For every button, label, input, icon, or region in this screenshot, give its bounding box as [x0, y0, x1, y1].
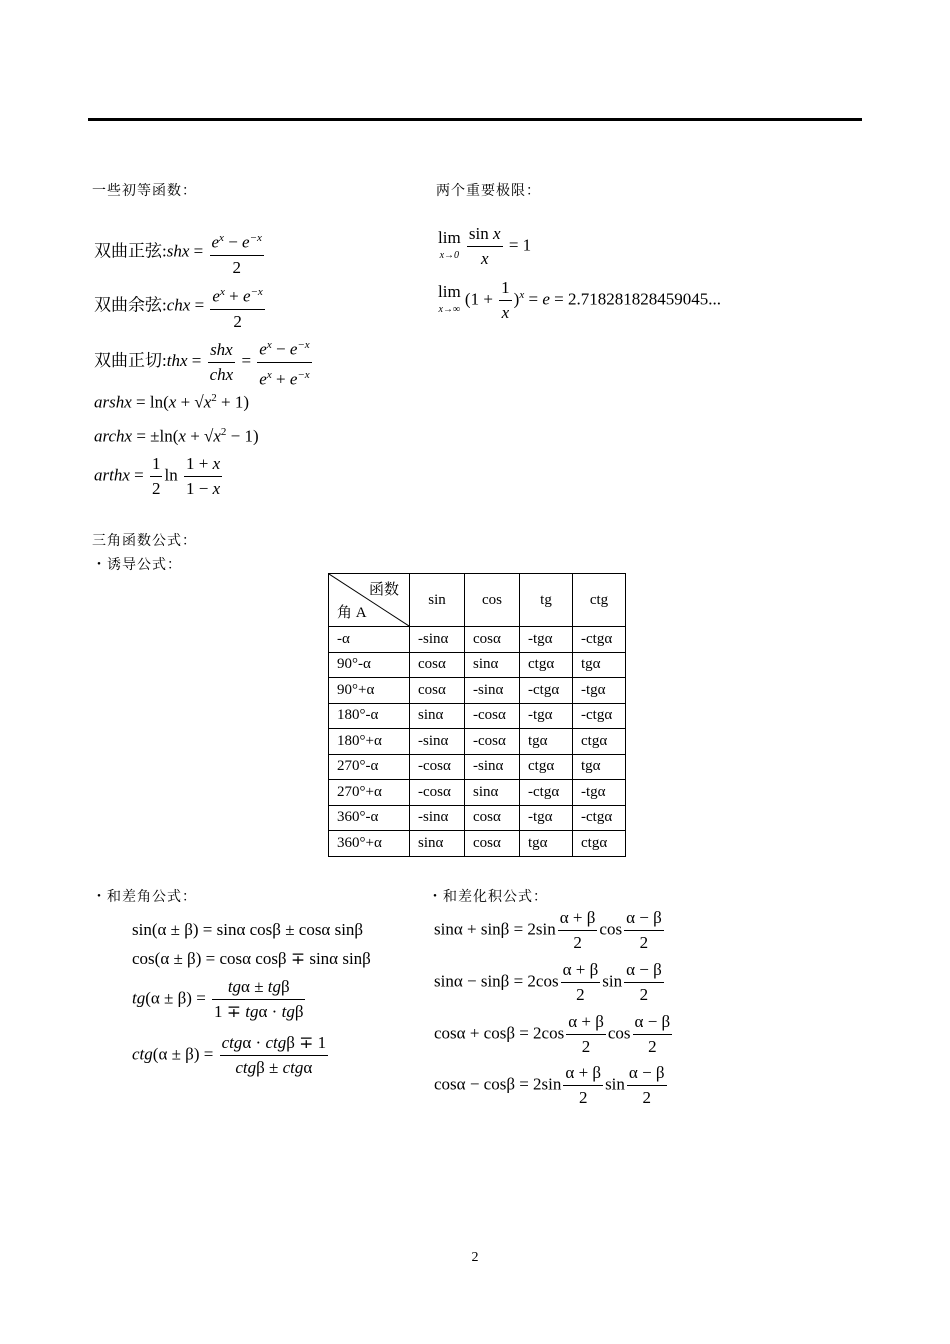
tanh-name: thx — [166, 351, 188, 371]
formula-sinh: 双曲正弦:shx = $\frac{e^x - e^{-x}}{2}$ — [94, 226, 266, 280]
row-angle-cell: 180°+α — [329, 729, 410, 755]
table-row — [329, 729, 626, 755]
row-angle-cell: -α — [329, 627, 410, 653]
cosh-label: 双曲余弦: — [94, 295, 167, 315]
heading-sum-difference: ・和差角公式： — [92, 889, 197, 905]
formula-tanh: 双曲正切:thx = $\frac{\text{shx}}{\text{chx}}$ = $\frac{e^x - e^{-x}}{e^x + e^{-x}}$ — [94, 333, 314, 391]
limit-sinx-over-x: lim x→0 $\frac{\text{sin x}}{x}$ = 1 — [438, 224, 532, 268]
row-angle-cell: 270°-α — [329, 754, 410, 780]
table-cell: cosα — [465, 805, 520, 831]
table-row — [329, 703, 626, 729]
formula-arsinh: arshx = $\ln(x + √x^2 + 1)$ — [94, 392, 250, 412]
artanh-name: arthx — [94, 465, 130, 485]
table-cell: cosα — [465, 627, 520, 653]
table-cell: tgα — [573, 652, 626, 678]
table-cell: -cosα — [465, 729, 520, 755]
formula-arcosh: archx = $\pm\ln(x + √x^2 - 1)$ — [94, 426, 259, 446]
table-cell: -tgα — [573, 780, 626, 806]
formula-ctg-sum: ctg(α ± β) = $\frac{\text{ctgα · ctgβ ∓ 1}}{\text{ctgβ ± ctgα}}$ — [132, 1033, 327, 1077]
formula-cos-plus-cos: cosα + cosβ = 2cos $\frac{\alpha + \beta}{2}$ cos $\frac{\alpha - \beta}{2}$ — [434, 1012, 671, 1056]
table-cell: -cosα — [410, 780, 465, 806]
formula-cos-sum: cos(α ± β) = cosα cosβ ∓ sinα sinβ — [132, 949, 371, 968]
table-cell: ctgα — [520, 754, 573, 780]
formula-artanh: arthx = $\frac{1}{2}$ ln $\frac{1 + x}{1 - x}$ — [94, 454, 221, 498]
formula-tg-sum: tg(α ± β) = $\frac{\text{tgα ± tgβ}}{\text{1 ∓ tgα · tgβ}}$ — [132, 977, 304, 1021]
corner-label-function: 函数 — [368, 582, 399, 598]
table-cell: tgα — [520, 831, 573, 857]
row-angle-cell: 180°-α — [329, 703, 410, 729]
table-cell: -tgα — [520, 703, 573, 729]
table-cell: -cosα — [465, 703, 520, 729]
table-cell: -sinα — [465, 678, 520, 704]
heading-important-limits: 两个重要极限： — [436, 183, 541, 199]
table-cell: -ctgα — [573, 805, 626, 831]
table-row — [329, 627, 626, 653]
arcosh-name: archx — [94, 426, 133, 446]
table-cell: sinα — [465, 652, 520, 678]
table-cell: -tgα — [573, 678, 626, 704]
table-cell: sinα — [465, 780, 520, 806]
table-cell: -ctgα — [520, 780, 573, 806]
tanh-label: 双曲正切: — [94, 351, 167, 371]
column-header: tg — [520, 574, 573, 627]
table-row — [329, 754, 626, 780]
header-rule — [88, 118, 862, 121]
column-header: ctg — [573, 574, 626, 627]
table-cell: tgα — [520, 729, 573, 755]
table-cell: -sinα — [410, 805, 465, 831]
table-cell: -sinα — [465, 754, 520, 780]
table-row — [329, 805, 626, 831]
row-angle-cell: 360°-α — [329, 805, 410, 831]
table-cell: sinα — [410, 703, 465, 729]
corner-label-angle: 角 A — [337, 605, 367, 621]
table-header-row — [329, 574, 626, 627]
table-cell: tgα — [573, 754, 626, 780]
table-row — [329, 678, 626, 704]
arsinh-name: arshx — [94, 392, 132, 412]
table-cell: -sinα — [410, 729, 465, 755]
sinh-name: shx — [166, 241, 190, 261]
column-header: cos — [465, 574, 520, 627]
sinh-label: 双曲正弦: — [94, 241, 167, 261]
heading-sum-to-product: ・和差化积公式： — [428, 889, 548, 905]
heading-elementary-functions: 一些初等函数： — [92, 183, 197, 199]
column-header: sin — [410, 574, 465, 627]
formula-sin-plus-sin: sinα + sinβ = 2sin $\frac{\alpha + \beta}{2}$ cos $\frac{\alpha - \beta}{2}$ — [434, 908, 662, 952]
table-cell: -tgα — [520, 627, 573, 653]
table-cell: sinα — [410, 831, 465, 857]
heading-induction-formulas: ・诱导公式： — [92, 557, 182, 573]
induction-table — [328, 573, 626, 857]
table-cell: -ctgα — [573, 627, 626, 653]
table-cell: ctgα — [573, 831, 626, 857]
e-value: 2.718281828459045... — [567, 289, 721, 309]
row-angle-cell: 360°+α — [329, 831, 410, 857]
table-cell: -ctgα — [573, 703, 626, 729]
table-row — [329, 780, 626, 806]
table-row — [329, 652, 626, 678]
limit-e: lim x→∞ (1 + $\frac{1}{x}$ )$^x$ = e = 2.718281828459045... — [438, 278, 721, 322]
row-angle-cell: 90°+α — [329, 678, 410, 704]
table-cell: -sinα — [410, 627, 465, 653]
formula-sin-sum: sin(α ± β) = sinα cosβ ± cosα sinβ — [132, 920, 364, 939]
formula-sin-minus-sin: sinα − sinβ = 2cos $\frac{\alpha + \beta}{2}$ sin $\frac{\alpha - \beta}{2}$ — [434, 960, 662, 1004]
table-cell: cosα — [410, 652, 465, 678]
table-cell: cosα — [410, 678, 465, 704]
table-cell: ctgα — [520, 652, 573, 678]
cosh-name: chx — [166, 295, 191, 315]
heading-trig-formulas: 三角函数公式： — [92, 533, 197, 549]
table-cell: -tgα — [520, 805, 573, 831]
table-corner-cell — [329, 574, 410, 627]
table-row — [329, 831, 626, 857]
table-cell: -ctgα — [520, 678, 573, 704]
table-cell: -cosα — [410, 754, 465, 780]
table-cell: ctgα — [573, 729, 626, 755]
page-number: 2 — [471, 1250, 479, 1265]
formula-cos-minus-cos: cosα − cosβ = 2sin $\frac{\alpha + \beta}{2}$ sin $\frac{\alpha - \beta}{2}$ — [434, 1063, 665, 1107]
row-angle-cell: 270°+α — [329, 780, 410, 806]
row-angle-cell: 90°-α — [329, 652, 410, 678]
formula-cosh: 双曲余弦:chx = $\frac{e^x + e^{-x}}{2}$ — [94, 280, 267, 334]
table-cell: cosα — [465, 831, 520, 857]
